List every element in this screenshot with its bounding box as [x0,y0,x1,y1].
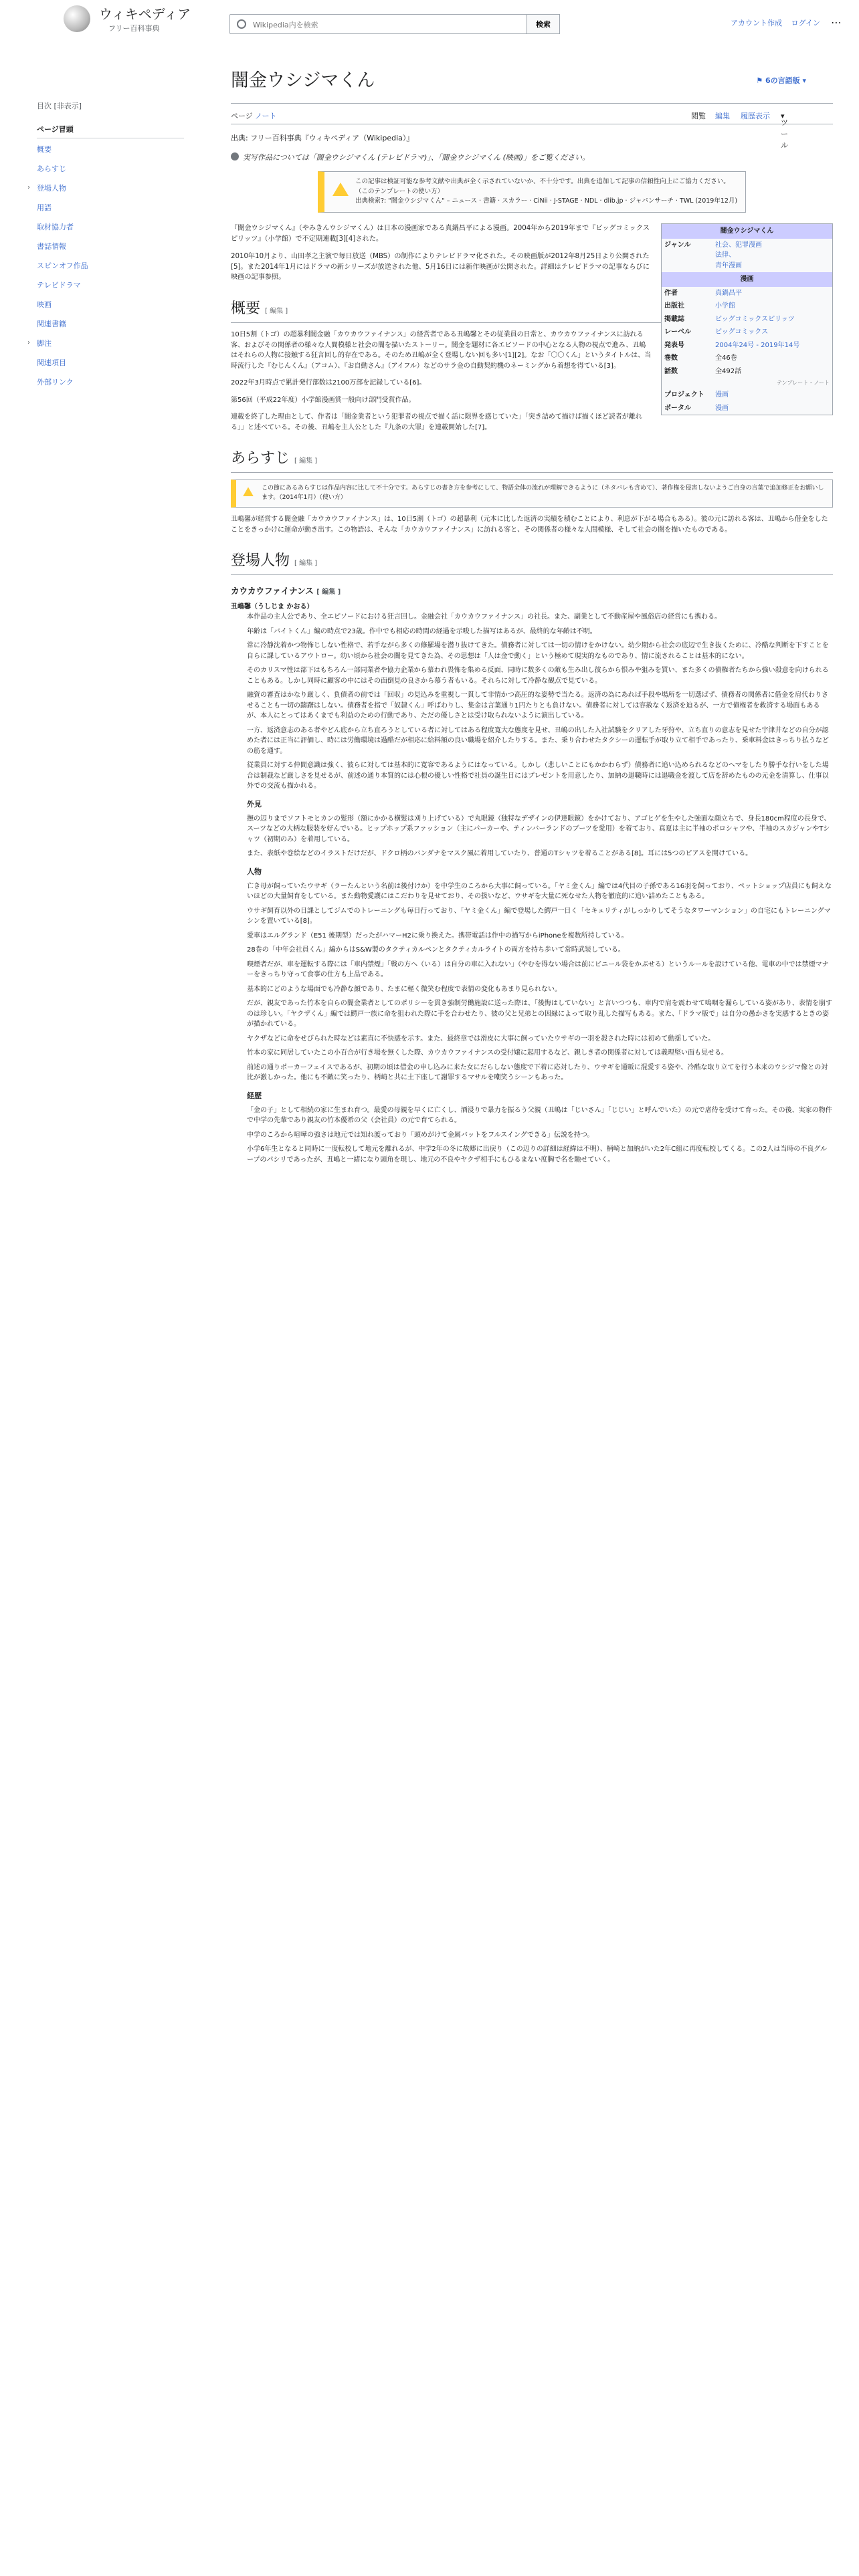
section-heading: 登場人物 [ 編集 ] [231,550,833,575]
article-source: 出典: フリー百科事典『ウィキペディア（Wikipedia）』 [231,133,414,142]
toc-item[interactable]: 用語 [37,203,52,213]
page-title: 闇金ウシジマくん [231,62,833,104]
more-menu-icon[interactable]: ⋯ [831,16,842,29]
info-icon [231,152,239,160]
subsection-heading: カウカウファイナンス [ 編集 ] [231,586,341,597]
section-heading: 概要 [ 編集 ] [231,298,833,323]
search-input[interactable] [252,18,508,31]
warning-icon [243,487,254,496]
login-link[interactable]: ログイン [791,19,820,27]
infobox: 闇金ウシジマくん ジャンル 社会、犯罪漫画 法律、 青年漫画 漫画 作者 真鍋昌平 出版社 小学館 掲載誌 ビッグコミックスピリッツ レーベル ビッグコミックス 発表号 2004年24号 - 2019年14号 巻数 全46巻 話数 全492話 テンプレート・ノート プロジェクト 漫画 ポータル 漫画 [661,223,833,415]
user-links [724,17,820,29]
edit-link[interactable]: [ 編集 ] [294,560,318,568]
toc-item[interactable]: 概要 [37,145,52,154]
toc-item[interactable]: › 登場人物 [27,184,66,193]
tab-page[interactable]: ページ [231,111,253,120]
toc-item[interactable]: 取材協力者 [37,223,74,232]
citation-notice: この記事は検証可能な参考文献や出典が全く示されていないか、不十分です。出典を追加して記事の信頼性向上にご協力ください。（このテンプレートの使い方） 出典検索?: "闇金ウシジマくん" – ニュース · 書籍 · スカラー · CiNii · J-STAGE · NDL · dlib.jp · ジャパンサーチ · TWL (2019年12月) [318,171,746,213]
search-button[interactable]: 検索 [527,14,560,34]
site-header [0,0,859,47]
chevron-right-icon[interactable]: › [27,339,30,347]
toc-item[interactable]: › 脚注 [27,339,52,348]
toc-item[interactable]: 書誌情報 [37,242,66,251]
infobox-section: 漫画 [662,272,832,287]
toc-sidebar [27,100,184,396]
template-links[interactable]: テンプレート・ノート [776,380,830,387]
character-entry: 丑嶋馨（うしじま かおる） 本作品の主人公であり、全エピソードにおける狂言回し。金融会社「カウカウファイナンス」の社長。また、副業として不動産屋や風俗店の経営にも携わる。 年齢は「バイトくん」編の時点で23歳。作中でも相応の時間の経過を示唆した描写はあるが、最終的な年齢は不明。 常に冷静沈着かつ物怖じしない性格で、若手ながら多くの修羅場を潜り抜けてきた。債務者に対しては一切の情けをかけない。幼少期から社会の底辺で生き抜くために、冷酷な判断を下すことを自らに課しているアウトロー。幼い頃から社会の闇を見てきた為、その思想は「人は金で動く」という極めて現実的なものであり、情に流されることは基本的にない。 そのカリスマ性は部下はもちろん一部同業者や協力企業から慕われ畏怖を集める反面、同時に数多くの敵も生み出し彼らから恨みや狙みを買い、また多くの債権者たちから強い殺意を向けられることもある。しかし同時に顧客の中にはその面倒見の良さから慕う者もいる。それらに対して冷静な観点で見ている。 融資の審査はかなり厳しく、負債者の前では「回収」の見込みを重視し一貫して非情かつ高圧的な姿勢で当たる。返済の為にあれば手段や場所を一切選ばず、債務者の関係者に借金を肩代わりさせることも一切の躊躇はしない。債務者を指で「奴隷くん」呼ばわりし、集金は言葉通り1円たりとも負けない。債務者に対しては容赦なく返済を迫るが、一方で債権者を救済する場面もあるが、本人にとってはあくまでも利益のための行動であり、ただの優しさとは受け取られないように演出している。 一方、返済意志のある者やどん底から立ち直ろうとしている者に対してはある程度寛大な態度を見せ、丑嶋の出した入社試験をクリアした牙狩や、立ち直りの意志を見せた宇津井などの自分が認めた者には正当に評価し、時には労働環境は過酷だが相応に給料額の良い職場を紹介したりする。また、乗り合わせたタクシーの運転手が取り立て相手であったり、乗車料金はきっちり払うなどの筋を通す。 従業員に対する仲間意識は強く、彼らに対しては基本的に寛容であるようにはなっている。しかし（悲しいことにもかかわらず）債務者に追い込められるなどのヘマをしたり勝手な行いをした場合は制裁など厳しさを見せるが、前述の通り本質的には心根の優しい性格で社員の誕生日にはプレゼントを用意したり、加納の退職時には退職金を渡して店を辞めたものの元金を清算し、仕事以外での交流も描かれる。 外見 撫の辺りまでソフトモヒカンの髪形（額にかかる横髪は刈り上げている）で丸眼鏡（独特なデザインの伊達眼鏡）をかけており、アゴヒゲを生やした強面な顔立ちで、身長180cm程度の長身で、スーツなどの大柄な服装を好んでいる。ヒップホップ系ファッション（主にパーカーや、ティンバーランドのブーツを愛用）を着ており、真夏は主に半袖のポロシャツや、半袖のスカジャンやTシャツ（初期のみ）を着用している。 また、表紙や巻絵などのイラストだけだが、ドクロ柄のバンダナをマスク風に着用していたり、普通のTシャツを着ることがある[8]。耳には5つのピアスを開けている。 人物 亡き母が飼っていたウサギ（ラーたんという名前は後付けか）を中学生のころから大事に飼っている。「ヤミ金くん」編では4代目の子孫である16羽を飼っており、ペットショップ店員にも飼えないほどの大量飼育をしている。また動物愛護にはこだわりを見せており、その扱いなど、ウサギを大量に死なせた人物を徹底的に追い詰めたこともある。 ウサギ飼育以外の日課としてジムでのトレーニングも毎日行っており、「ヤミ金くん」編で登場した鰐戸一日く「セキュリティがしっかりしてそうなタワーマンション」の自宅にもトレーニングマシンを置いている[8]。 愛車はエルグランド（E51 後期型）だったがハマーH2に乗り換えた。携帯電話は作中の描写からiPhoneを複数所持している。 28巻の「中年会社員くん」編からはS&W製のタクティカルペンとタクティカルライトの両方を持ち歩いて常時武装している。 喫煙者だが、車を運転する際には「車内禁煙」「戦の方へ（いる）は自分の車に入れない」（やむを得ない場合は前にビニール袋をかぶせる）というルールを設けている他、電車の中では禁煙マナーをきっちり守って食事の仕方も上品である。 基本的にどのような場面でも冷静な顔であり、たまに軽く微笑む程度で表情の変化もあまり見られない。 だが、親友であった竹本を自らの闇金業者としてのポリシーを貫き強制労働施設に送った際は、「後悔はしていない」と言いつつも、車内で肩を震わせて嗚咽を漏らしている姿があり、表情を崩すのは珍しい。「ヤクザくん」編では鰐戸一族に命を狙われた際に手を合わせたり、彼の父と兄弟との因縁によって取り乱した描写もある。また、「ドラマ版で」は自分の愚かさを実感するときの姿が描かれている。 ヤクザなどに命をせびられた時などは素直に不快感を示す。また、最終章では滑皮に大事に飼っていたウサギの一羽を殺された時には初めて動揺していた。 竹本の家に同居していたこの小百合が行き場を無くした際、カウカウファイナンスの受付嬢に起用するなど、親しき者の関係者に対しては義理堅い面も見せる。 前述の通りポーカーフェイスであるが、初期の頃は借金の申し込みに来た女にだらしない態度で下着に応対したり、ウサギを通販に混愛する姿や、冷酷な取り立てを行う本来のウシジマ像との対比が激しかった。他にも不敵に笑ったり、柄崎と共に土下座して謝罪するマサルを嘲笑うシーンもあった。 経歴 「金の子」として相続の家に生まれ育つ。最愛の母親を早くに亡くし、酒浸りで暴力を振るう父親（丑嶋は「じいさん」「じじい」と呼んでいた）の元で虐待を受けて育った。その後、実家の物件で中学の先輩であり親友の竹本優希の父（会社員）の元で育てられる。 中学のころから喧嘩の強さは地元では知れ渡っており「頭めがけて金属バットをフルスイングできる」伝説を持つ。 小学6年生となると同時に一度転校して地元を離れるが、中学2年の冬に故郷に出戻り（この辺りの詳細は経緯は不明）、柄崎と加納がいた2年C組に再度転校してくる。この2人は当時の不良グループのパシリであったが、丑嶋と一緒になり頭角を現し、地元の不良やヤクザ相手にもひるまない度胸で名を馳せていく。 [231,603,832,1164]
tab-history[interactable]: 履歴表示 [741,111,770,120]
edit-link[interactable]: [ 編集 ] [265,308,288,316]
plot-notice: この節にあるあらすじは作品内容に比して不十分です。あらすじの書き方を参考にして、物語全体の流れが理解できるように（ネタバレも含めて）、著作権を侵害しないようご自身の言葉で追加修正をお願いします。（2014年1月）（使い方） [231,479,833,508]
tab-tools[interactable]: ツール ▾ [781,111,788,150]
lead-paragraph: 2010年10月より、山田孝之主演で毎日放送（MBS）の制作によりテレビドラマ化された。その映画版が2012年8月25日より公開された[5]。また2014年1月にはドラマの新シリーズが放送された他、5月16日には新作映画が公開された。詳細はテレビドラマの記事ならびに映画の記事参照。 [231,252,650,282]
tab-talk[interactable]: ノート [255,111,277,120]
toc-item[interactable]: あらすじ [37,165,66,174]
infobox-title: 闇金ウシジマくん [662,224,832,239]
toc-hide-toggle[interactable]: 目次 [非表示] [37,102,82,110]
toc-item[interactable]: 関連項目 [37,358,66,368]
edit-link[interactable]: [ 編集 ] [294,457,318,465]
toc-item[interactable]: テレビドラマ [37,281,81,290]
chevron-right-icon[interactable]: › [27,184,30,192]
tab-read[interactable]: 閲覧 [691,111,706,120]
site-subtitle: フリー百科事典 [108,24,160,33]
tab-edit[interactable]: 編集 [715,111,730,120]
search-box [229,14,527,34]
edit-link[interactable]: [ 編集 ] [316,588,341,597]
wikipedia-logo-icon[interactable] [64,5,90,32]
lead-paragraph: 『闇金ウシジマくん』（やみきんウシジマくん）は日本の漫画家である真鍋昌平による漫画。2004年から2019年まで『ビッグコミックスピリッツ』（小学館）で不定期連載[3][4]された。 [231,225,650,243]
toc-item[interactable]: スピンオフ作品 [37,261,88,271]
search-icon [237,19,246,29]
language-button[interactable]: ⚑ 6の言語版 ▾ [756,76,806,85]
toc-item[interactable]: 関連書籍 [37,320,66,329]
toc-top-link[interactable]: ページ冒頭 [37,124,184,138]
section-heading: あらすじ [ 編集 ] [231,447,833,473]
hatnote: 実写作品については「闇金ウシジマくん (テレビドラマ)」、「闇金ウシジマくん (映画)」をご覧ください。 [231,152,833,163]
toc-item[interactable]: 外部リンク [37,378,74,387]
toc-item[interactable]: 映画 [37,300,52,310]
create-account-link[interactable]: アカウント作成 [731,19,783,27]
article-content: 闇金ウシジマくん ⚑ 6の言語版 ▾ ページ ノート 閲覧 編集 履歴表示 ツール ▾ 出典: フリー百科事典『ウィキペディア（Wikipedia）』 実写作品については「闇金ウシジマくん (テレビドラマ)」、「闇金ウシジマくん (映画)」をご覧ください。 この記事は検証可能な参考文献や出典が全く示されていないか、不十分です。出典を追加して記事の信頼性向上にご協力ください。（このテンプレートの使い方） 出典検索?: "闇金ウシジマくん" – ニュース · 書籍 · スカラー · CiNii · J-STAGE · NDL · dlib.jp · ジャパンサーチ · TWL (2019年12月) 闇金ウシジマくん ジャンル 社会、犯罪漫画 法律、 青年漫画 漫画 作者 真鍋昌平 出版社 小学館 掲載誌 ビッグコミックスピリッツ レーベル ビッグコミックス 発表号 2004年24号 - 2019年14号 巻数 全46巻 話数 全492話 テンプレート・ノート プロジェクト 漫画 ポータル 漫画 『闇金ウシジマくん』（やみきんウシジマくん）は日本の漫画家である真鍋昌平による漫画。2004年から2019年まで『ビッグコミックスピリッツ』（小学館）で不定期連載[3][4]された。 2010年10月より、山田孝之主演で毎日放送（MBS）の制作によりテレビドラマ化された。その映画版が2012年8月25日より公開された[5]。また2014年1月にはドラマの新シリーズが放送された他、5月16日には新作映画が公開された。詳細はテレビドラマの記事ならびに映画の記事参照。 概要 [ 編集 ] 10日5割（トゴ）の超暴利闇金融「カウカウファイナンス」の経営者である丑嶋馨とその従業員の日常と、カウカウファイナンスに訪れる客、およびその関係者の様々な人間模様と社会の闇を描いたストーリー。闇金を題材に各エピソードの中心となる人物の視点で進み、丑嶋はそれらの人物に接触する狂言回し的存在である。そのため丑嶋が全く登場しない回も多い[1][2]。なお「〇〇くん」というタイトルは、当時流行した『むじんくん』（アコム）、『お自動さん』（アイフル）などのサラ金の自動契約機のネーミングから着想を得ている[3]。 2022年3月時点で累計発行部数は2100万部を記録している[6]。 第56回（平成22年度）小学館漫画賞一般向け部門受賞作品。 連載を終了した理由として、作者は「闇金業者という犯罪者の視点で描く話に限界を感じていた」「突き詰めて描けば描くほど読者が離れる」」と述べている。その後、丑嶋を主人公とした『九条の大罪』を連載開始した[7]。 あらすじ [ 編集 ] この節にあるあらすじは作品内容に比して不十分です。あらすじの書き方を参考にして、物語全体の流れが理解できるように（ネタバレも含めて）、著作権を侵害しないようご自身の言葉で追加修正をお願いします。（2014年1月）（使い方） 丑嶋馨が経営する闇金融「カウカウファイナンス」は、10日5割（トゴ）の超暴利（元本に比した返済の実績を積むことにより、利息が下がる場合もある）。彼の元に訪れる客は、丑嶋から借金をしたことをきっかけに運命が動き出す。この物語は、そんな「カウカウファイナンス」に訪れる客と、その関係者の様々な人間模様、そして社会の闇を描いたものである。 登場人物 [ 編集 ] カウカウファイナンス [ 編集 ] 丑嶋馨（うしじま かおる） 本作品の主人公であり、全エピソードにおける狂言回し。金融会社「カウカウファイナンス」の社長。また、副業として不動産屋や風俗店の経営にも携わる。 年齢は「バイトくん」編の時点で23歳。作中でも相応の時間の経過を示唆した描写はあるが、最終的な年齢は不明。 常に冷静沈着かつ物怖じしない性格で、若手ながら多くの修羅場を潜り抜けてきた。債務者に対しては一切の情けをかけない。幼少期から社会の底辺で生き抜くために、冷酷な判断を下すことを自らに課しているアウトロー。幼い頃から社会の闇を見てきた為、その思想は「人は金で動く」という極めて現実的なものであり、情に流されることは基本的にない。 そのカリスマ性は部下はもちろん一部同業者や協力企業から慕われ畏怖を集める反面、同時に数多くの敵も生み出し彼らから恨みや狙みを買い、また多くの債権者たちから強い殺意を向けられることもある。しかし同時に顧客の中にはその面倒見の良さから慕う者もいる。それらに対して冷静な観点で見ている。 融資の審査はかなり厳しく、負債者の前では「回収」の見込みを重視し一貫して非情かつ高圧的な姿勢で当たる。返済の為にあれば手段や場所を一切選ばず、債務者の関係者に借金を肩代わりさせることも一切の躊躇はしない。債務者を指で「奴隷くん」呼ばわりし、集金は言葉通り1円たりとも負けない。債務者に対しては容赦なく返済を迫るが、一方で債権者を救済する場面もあるが、本人にとってはあくまでも利益のための行動であり、ただの優しさとは受け取られないように演出している。 一方、返済意志のある者やどん底から立ち直ろうとしている者に対してはある程度寛大な態度を見せ、丑嶋の出した入社試験をクリアした牙狩や、立ち直りの意志を見せた宇津井などの自分が認めた者には正当に評価し、時には労働環境は過酷だが相応に給料額の良い職場を紹介したりする。また、乗り合わせたタクシーの運転手が取り立て相手であったり、乗車料金はきっちり払うなどの筋を通す。 従業員に対する仲間意識は強く、彼らに対しては基本的に寛容であるようにはなっている。しかし（悲しいことにもかかわらず）債務者に追い込められるなどのヘマをしたり勝手な行いをした場合は制裁など厳しさを見せるが、前述の通り本質的には心根の優しい性格で社員の誕生日にはプレゼントを用意したり、加納の退職時には退職金を渡して店を辞めたものの元金を清算し、仕事以外での交流も描かれる。 外見 撫の辺りまでソフトモヒカンの髪形（額にかかる横髪は刈り上げている）で丸眼鏡（独特なデザインの伊達眼鏡）をかけており、アゴヒゲを生やした強面な顔立ちで、身長180cm程度の長身で、スーツなどの大柄な服装を好んでいる。ヒップホップ系ファッション（主にパーカーや、ティンバーランドのブーツを愛用）を着ており、真夏は主に半袖のポロシャツや、半袖のスカジャンやTシャツ（初期のみ）を着用している。 また、表紙や巻絵などのイラストだけだが、ドクロ柄のバンダナをマスク風に着用していたり、普通のTシャツを着ることがある[8]。耳には5つのピアスを開けている。 人物 亡き母が飼っていたウサギ（ラーたんという名前は後付けか）を中学生のころから大事に飼っている。「ヤミ金くん」編では4代目の子孫である16羽を飼っており、ペットショップ店員にも飼えないほどの大量飼育をしている。また動物愛護にはこだわりを見せており、その扱いなど、ウサギを大量に死なせた人物を徹底的に追い詰めたこともある。 ウサギ飼育以外の日課としてジムでのトレーニングも毎日行っており、「ヤミ金くん」編で登場した鰐戸一日く「セキュリティがしっかりしてそうなタワーマンション」の自宅にもトレーニングマシンを置いている[8]。 愛車はエルグランド（E51 後期型）だったがハマーH2に乗り換えた。携帯電話は作中の描写からiPhoneを複数所持している。 28巻の「中年会社員くん」編からはS&W製のタクティカルペンとタクティカルライトの両方を持ち歩いて常時武装している。 喫煙者だが、車を運転する際には「車内禁煙」「戦の方へ（いる）は自分の車に入れない」（やむを得ない場合は前にビニール袋をかぶせる）というルールを設けている他、電車の中では禁煙マナーをきっちり守って食事の仕方も上品である。 基本的にどのような場面でも冷静な顔であり、たまに軽く微笑む程度で表情の変化もあまり見られない。 だが、親友であった竹本を自らの闇金業者としてのポリシーを貫き強制労働施設に送った際は、「後悔はしていない」と言いつつも、車内で肩を震わせて嗚咽を漏らしている姿があり、表情を崩すのは珍しい。「ヤクザくん」編では鰐戸一族に命を狙われた際に手を合わせたり、彼の父と兄弟との因縁によって取り乱した描写もある。また、「ドラマ版で」は自分の愚かさを実感するときの姿が描かれている。 ヤクザなどに命をせびられた時などは素直に不快感を示す。また、最終章では滑皮に大事に飼っていたウサギの一羽を殺された時には初めて動揺していた。 竹本の家に同居していたこの小百合が行き場を無くした際、カウカウファイナンスの受付嬢に起用するなど、親しき者の関係者に対しては義理堅い面も見せる。 前述の通りポーカーフェイスであるが、初期の頃は借金の申し込みに来た女にだらしない態度で下着に応対したり、ウサギを通販に混愛する姿や、冷酷な取り立てを行う本来のウシジマ像との対比が激しかった。他にも不敵に笑ったり、柄崎と共に土下座して謝罪するマサルを嘲笑うシーンもあった。 経歴 「金の子」として相続の家に生まれ育つ。最愛の母親を早くに亡くし、酒浸りで暴力を振るう父親（丑嶋は「じいさん」「じじい」と呼んでいた）の元で虐待を受けて育った。その後、実家の物件で中学の先輩であり親友の竹本優希の父（会社員）の元で育てられる。 中学のころから喧嘩の強さは地元では知れ渡っており「頭めがけて金属バットをフルスイングできる」伝説を持つ。 小学6年生となると同時に一度転校して地元を離れるが、中学2年の冬に故郷に出戻り（この辺りの詳細は経緯は不明）、柄崎と加納がいた2年C組に再度転校してくる。この2人は当時の不良グループのパシリであったが、丑嶋と一緒になり頭角を現し、地元の不良やヤクザ相手にもひるまない度胸で名を馳せていく。 [231,62,833,1170]
warning-icon [332,183,349,196]
site-title[interactable]: ウィキペディア [99,6,191,22]
